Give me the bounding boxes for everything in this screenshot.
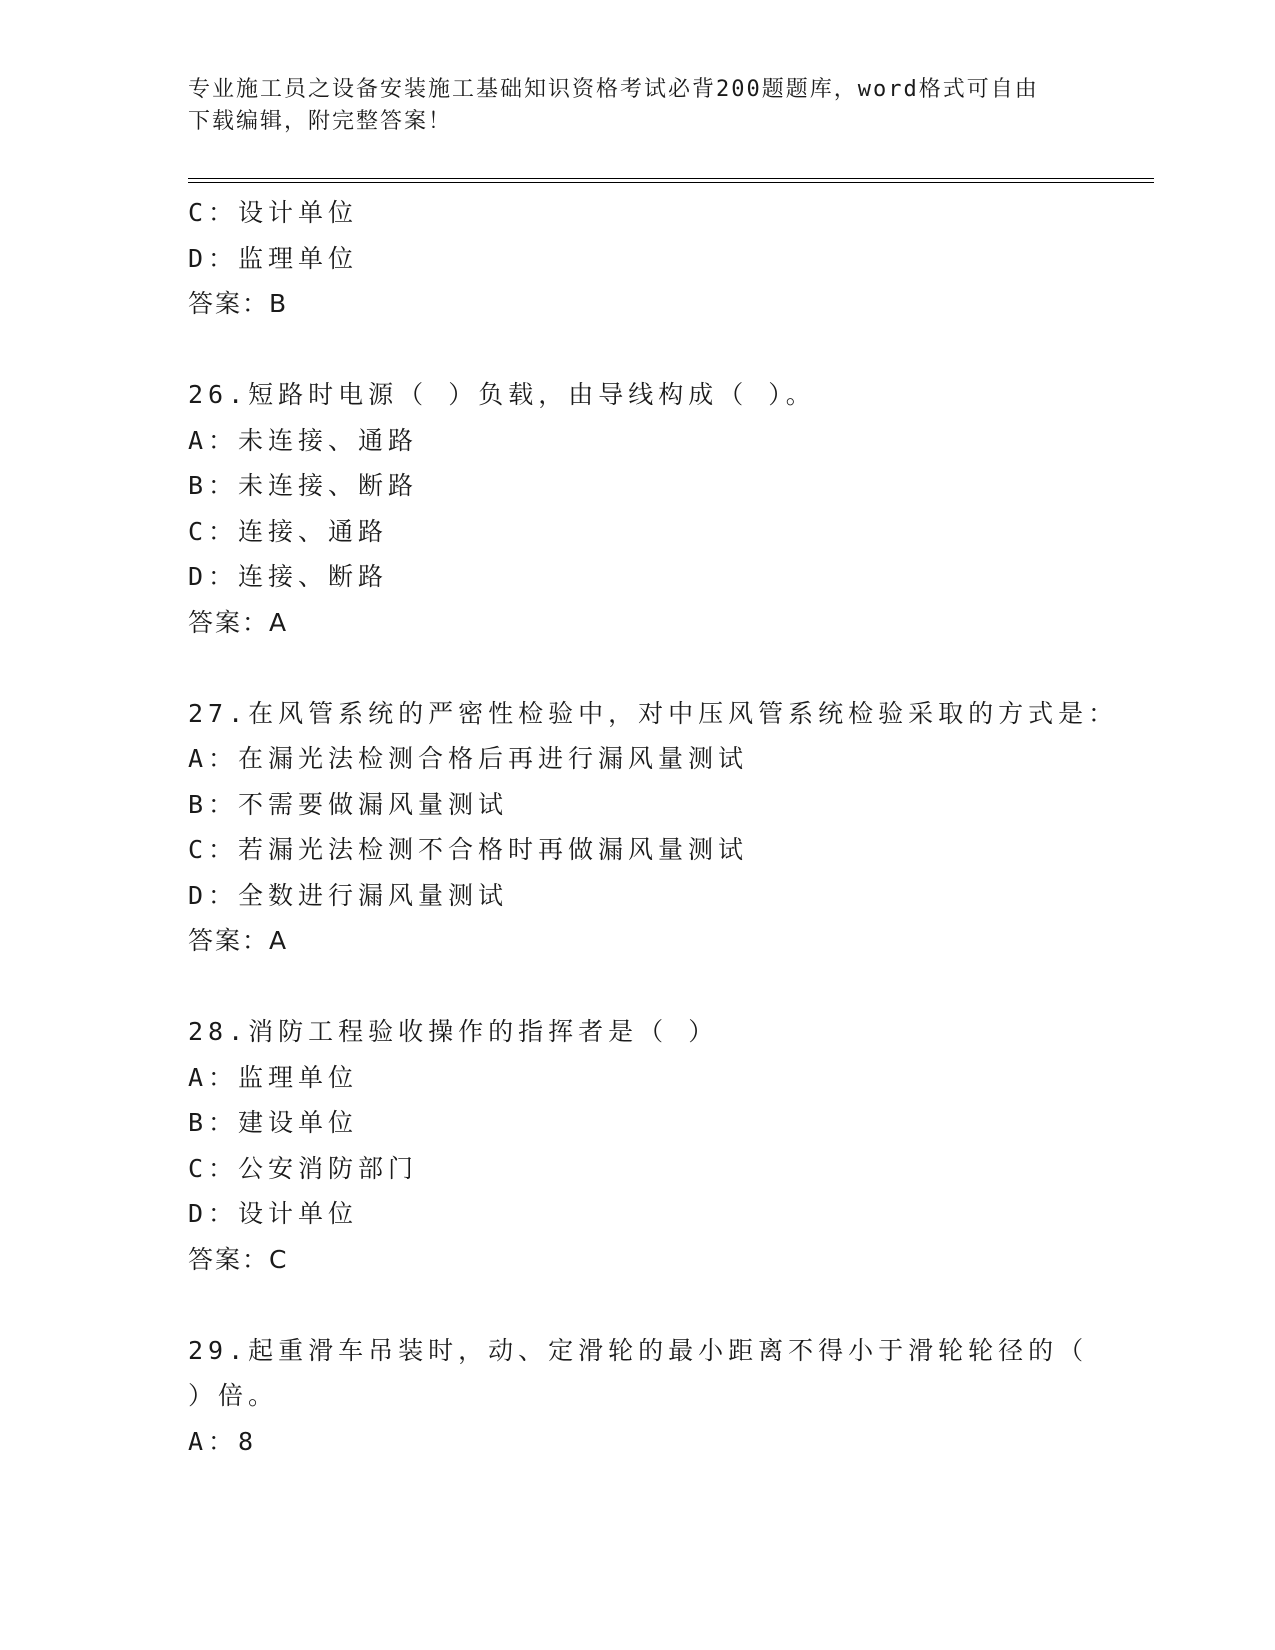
spacer — [188, 645, 1088, 691]
option-c: C：若漏光法检测不合格时再做漏风量测试 — [188, 835, 749, 864]
answer-line: 答案：A — [188, 926, 289, 955]
question-stem-line-2: ）倍。 — [188, 1381, 279, 1410]
question-25-tail — [188, 190, 1088, 327]
header-divider-bottom — [188, 182, 1154, 183]
option-a: A：在漏光法检测合格后再进行漏风量测试 — [188, 744, 749, 773]
spacer — [188, 1282, 1088, 1328]
header-divider-top — [188, 178, 1154, 179]
option-a: A：8 — [188, 1426, 259, 1456]
answer-line: 答案：B — [188, 289, 289, 318]
question-stem: 26.短路时电源（ ）负载，由导线构成（ ）。 — [188, 380, 816, 409]
option-a: A：未连接、通路 — [188, 425, 419, 455]
option-c: C：设计单位 — [188, 198, 359, 227]
question-stem-line-1: 29.起重滑车吊装时，动、定滑轮的最小距离不得小于滑轮轮径的（ — [188, 1335, 1089, 1365]
question-27 — [188, 691, 1119, 964]
option-d: D：连接、断路 — [188, 562, 389, 591]
option-b: B：未连接、断路 — [188, 471, 419, 500]
header-title-line-1: 专业施工员之设备安装施工基础知识资格考试必背200题题库，word格式可自由 — [188, 77, 1039, 102]
question-26 — [188, 372, 1088, 645]
question-29 — [188, 1328, 1088, 1465]
option-c: C：连接、通路 — [188, 516, 389, 546]
option-c: C：公安消防部门 — [188, 1153, 419, 1183]
option-b: B：建设单位 — [188, 1108, 359, 1137]
header-title-line-2: 下载编辑，附完整答案！ — [188, 109, 453, 134]
question-28 — [188, 1009, 1088, 1282]
option-b: B：不需要做漏风量测试 — [188, 789, 509, 819]
page-header — [188, 74, 1088, 138]
option-d: D：设计单位 — [188, 1199, 359, 1228]
answer-line: 答案：A — [188, 607, 289, 637]
spacer — [188, 327, 1088, 373]
option-d: D：全数进行漏风量测试 — [188, 880, 509, 910]
spacer — [188, 964, 1088, 1010]
answer-line: 答案：C — [188, 1244, 289, 1274]
question-stem: 28.消防工程验收操作的指挥者是（ ） — [188, 1017, 719, 1046]
question-stem: 27.在风管系统的严密性检验中，对中压风管系统检验采取的方式是： — [188, 698, 1119, 728]
option-d: D：监理单位 — [188, 243, 359, 273]
option-a: A：监理单位 — [188, 1062, 359, 1092]
question-list — [188, 190, 1119, 1464]
